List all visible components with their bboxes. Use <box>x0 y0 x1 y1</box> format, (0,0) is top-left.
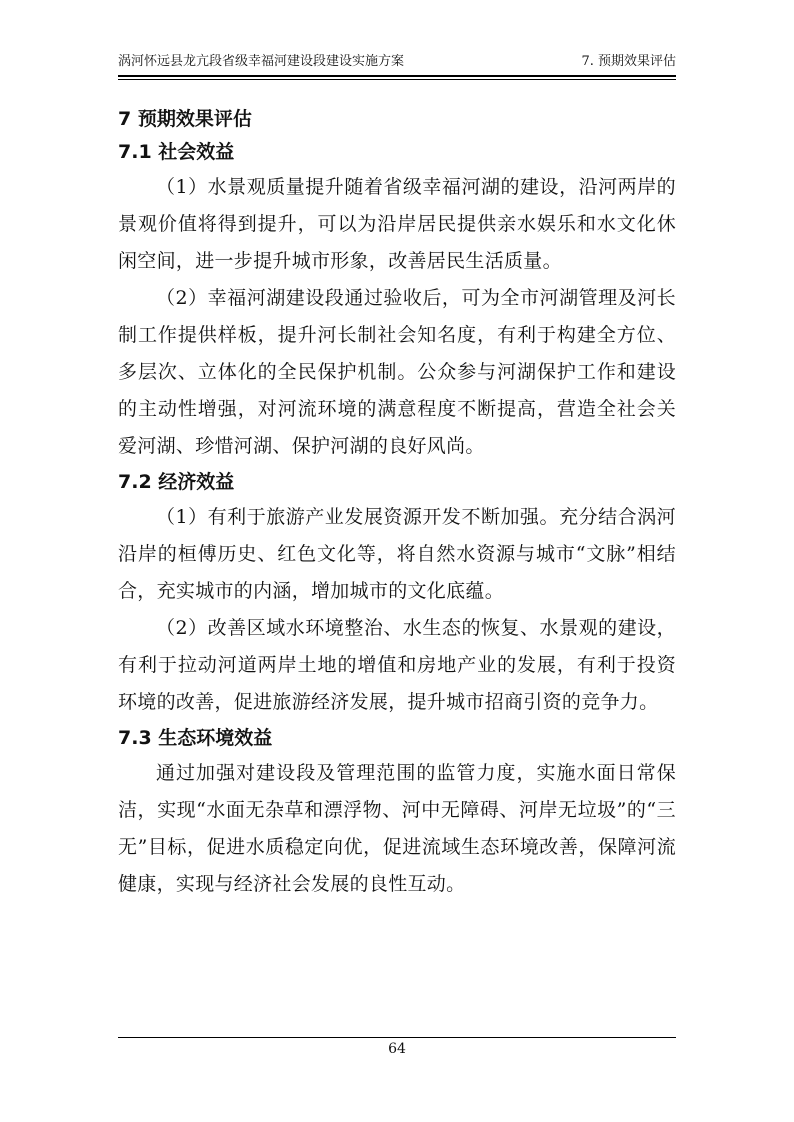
paragraph: （1）有利于旅游产业发展资源开发不断加强。充分结合涡河沿岸的桓傅历史、红色文化等，将自然水资源与城市“文脉”相结合，充实城市的内涵，增加城市的文化底蕴。 <box>118 506 676 602</box>
header-document-title: 涡河怀远县龙亢段省级幸福河建设段建设实施方案 <box>118 54 405 69</box>
section-heading-economic-benefit: 7.2 经济效益 <box>118 471 235 493</box>
chapter-heading: 7 预期效果评估 <box>118 108 252 130</box>
paragraph: 通过加强对建设段及管理范围的监管力度，实施水面日常保洁，实现“水面无杂草和漂浮物、河中无障碍、河岸无垃圾”的“三无”目标，促进水质稳定向优，促进流域生态环境改善，保障河流健康，实现与经济社会发展的良性互动。 <box>118 762 676 895</box>
header-chapter-title: 7. 预期效果评估 <box>581 54 676 69</box>
footer-rule <box>118 1037 676 1038</box>
page-body <box>118 103 676 903</box>
paragraph: （2）幸福河湖建设段通过验收后，可为全市河湖管理及河长制工作提供样板，提升河长制社会知名度，有利于构建全方位、多层次、立体化的全民保护机制。公众参与河湖保护工作和建设的主动性增强，对河流环境的满意程度不断提高，营造全社会关爱河湖、珍惜河湖、保护河湖的良好风尚。 <box>118 287 676 457</box>
running-header <box>118 52 676 76</box>
section-heading-ecological-benefit: 7.3 生态环境效益 <box>118 727 273 749</box>
page-number: 64 <box>388 1041 406 1057</box>
header-rule-thick <box>118 75 676 77</box>
header-rule-thin <box>118 79 676 80</box>
paragraph: （2）改善区域水环境整治、水生态的恢复、水景观的建设，有利于拉动河道两岸土地的增值和房地产业的发展，有利于投资环境的改善，促进旅游经济发展，提升城市招商引资的竞争力。 <box>118 617 676 713</box>
paragraph: （1）水景观质量提升随着省级幸福河湖的建设，沿河两岸的景观价值将得到提升，可以为沿岸居民提供亲水娱乐和水文化休闲空间，进一步提升城市形象，改善居民生活质量。 <box>118 176 676 272</box>
section-heading-social-benefit: 7.1 社会效益 <box>118 141 235 163</box>
